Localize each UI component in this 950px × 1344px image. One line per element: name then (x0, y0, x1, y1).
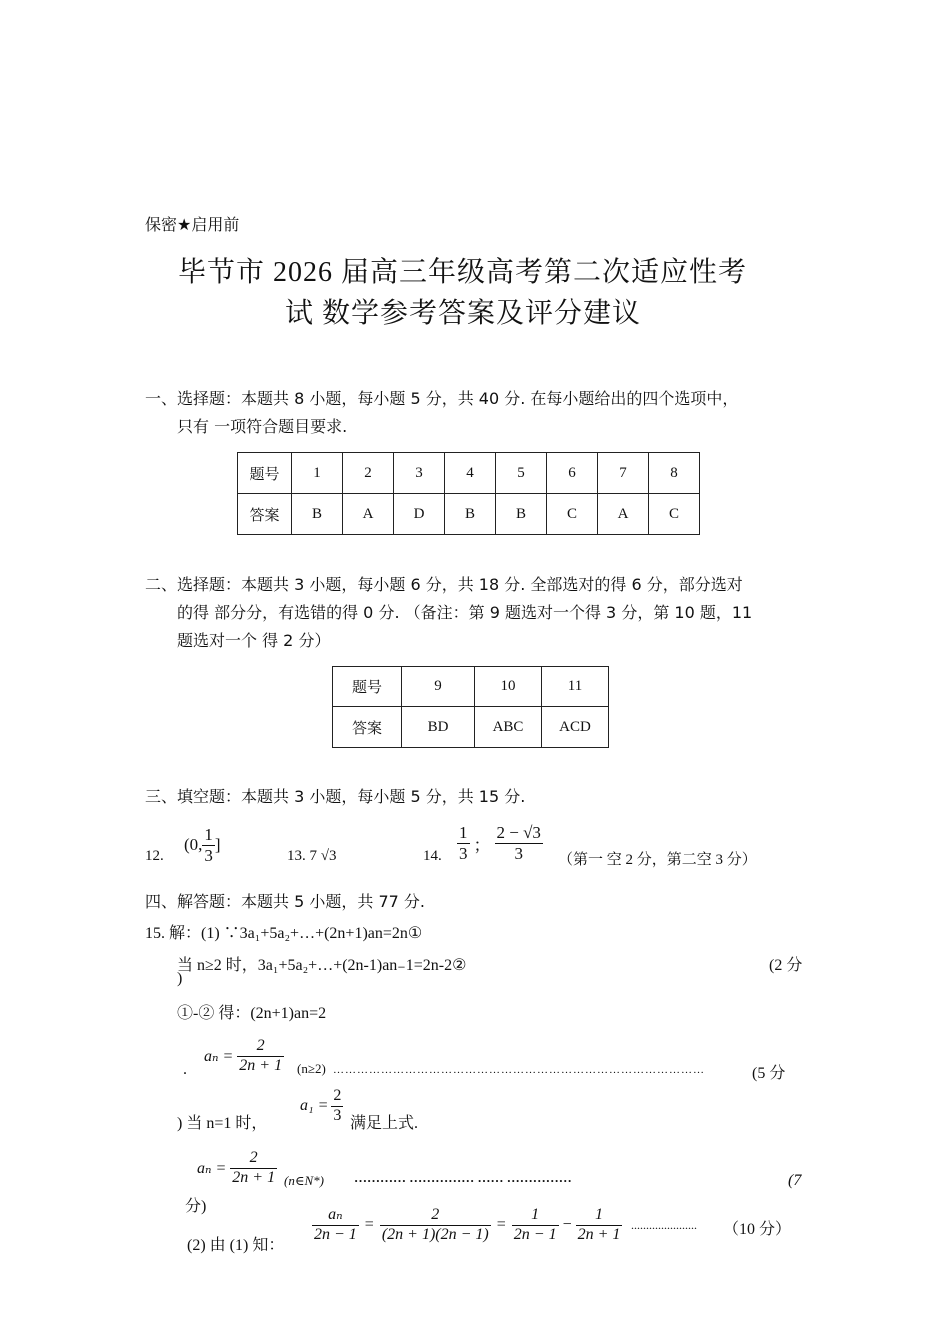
q15-f2-den: 3 (333, 1106, 342, 1124)
q15-line2-score: (2 分 (769, 957, 803, 974)
equals-sign: = (364, 1216, 374, 1233)
q15-j-fraction (576, 1206, 623, 1244)
q15-g-den: 2n − 1 (314, 1225, 357, 1243)
q15-an-general-formula (197, 1142, 277, 1194)
q15-an-fraction (237, 1037, 284, 1075)
question-number: 5 (496, 453, 547, 494)
question-number: 10 (475, 667, 542, 707)
q15-n-condition: (n≥2) (297, 1061, 326, 1076)
q15-line6-score: (7 (788, 1172, 802, 1189)
q15-j-num: 1 (576, 1206, 623, 1225)
q15-h-fraction (380, 1206, 491, 1244)
q15-i-den: 2n − 1 (513, 1225, 557, 1243)
q13-answer: 13. 7 √3 (287, 848, 337, 864)
answer-cell: A (598, 494, 649, 535)
q15-f1-den: 2n + 1 (239, 1056, 283, 1074)
question-number: 3 (394, 453, 445, 494)
q12-close: ] (214, 835, 221, 854)
q12-fraction-den: 3 (204, 845, 213, 865)
answer-cell: ABC (475, 707, 542, 748)
question-number: 11 (542, 667, 609, 707)
q15-heading: 15. 解：(1) ∵3a₁+5a₂+…+(2n+1)an=2n① (145, 925, 423, 942)
q15-line7-score: （10 分） (723, 1221, 792, 1238)
q15-f2-num: 2 (331, 1087, 343, 1106)
section2-heading: 二、选择题：本题共 3 小题，每小题 6 分，共 18 分. 全部选对的得 6 分，部分选对 (145, 575, 743, 594)
section1-heading-cont: 只有 一项符合题目要求. (177, 417, 348, 436)
q15-an-formula (204, 1030, 284, 1082)
page-title-line2: 试 数学参考答案及评分建议 (285, 298, 642, 329)
bullet-dot: . (183, 1061, 187, 1078)
answer-cell: C (547, 494, 598, 535)
section3-heading: 三、填空题：本题共 3 小题，每小题 5 分，共 15 分. (145, 787, 526, 806)
section4-heading: 四、解答题：本题共 5 小题，共 77 分. (145, 892, 425, 911)
q15-i-num: 1 (512, 1206, 559, 1225)
table-row (333, 667, 609, 707)
answer-cell: BD (402, 707, 475, 748)
section2-heading-cont: 的得 部分分，有选错的得 0 分. （备注：第 9 题选对一个得 3 分，第 10 题，11 (177, 603, 753, 622)
q15-line4-score: (5 分 (752, 1065, 786, 1082)
section1-heading: 一、选择题：本题共 8 小题，每小题 5 分，共 40 分. 在每小题给出的四个选项中， (145, 389, 739, 408)
q12-label: 12. (145, 848, 164, 864)
q15-line6-score-end: 分) (185, 1198, 207, 1215)
question-number: 1 (292, 453, 343, 494)
q15-f3-den: 2n + 1 (232, 1168, 276, 1186)
q14-a-num: 1 (459, 822, 468, 842)
question-number: 2 (343, 453, 394, 494)
q14-score-note: （第一 空 2 分，第二空 3 分） (558, 852, 757, 868)
minus-sign: − (562, 1216, 572, 1233)
table-row (238, 453, 700, 494)
q15-j-den: 2n + 1 (577, 1225, 621, 1243)
q15-g-fraction (312, 1206, 359, 1244)
answer-cell: D (394, 494, 445, 535)
q14-b-num: 2 − √3 (496, 822, 541, 842)
q12-answer (184, 820, 221, 870)
q15-f1-num: 2 (237, 1037, 284, 1056)
q14-separator: ； (473, 835, 491, 855)
q15-line5: ) 当 n=1 时， (177, 1115, 268, 1132)
question-number: 9 (402, 667, 475, 707)
q15-line7-leader: ...................... (631, 1218, 697, 1232)
q15-f3-num: 2 (230, 1149, 277, 1168)
q15-part2-label: (2) 由 (1) 知： (187, 1237, 285, 1254)
q15-h-den: (2n + 1)(2n − 1) (381, 1225, 489, 1243)
q15-line2: 当 n≥2 时，3a₁+5a₂+…+(2n-1)an₋1=2n-2② (177, 957, 467, 974)
q15-g-num: aₙ (312, 1206, 359, 1225)
row-label: 答案 (238, 494, 292, 535)
answer-cell: C (649, 494, 700, 535)
q15-an-lhs-2: aₙ = (197, 1160, 227, 1177)
q12-fraction (202, 825, 215, 865)
row-label: 答案 (333, 707, 402, 748)
q14-b-den: 3 (514, 843, 523, 863)
q14-a-den: 3 (459, 843, 468, 863)
q15-line2-score-end: ) (177, 970, 183, 987)
answer-cell: B (496, 494, 547, 535)
table-row (333, 707, 609, 748)
q15-a1-fraction (331, 1087, 343, 1125)
confidential-mark: 保密★启用前 (145, 215, 240, 234)
q12-open: (0, (184, 835, 203, 854)
q15-a1-formula (300, 1080, 343, 1132)
q15-line3: ①-② 得：(2n+1)an=2 (177, 1005, 327, 1022)
question-number: 7 (598, 453, 649, 494)
q15-an-lhs: aₙ = (204, 1048, 234, 1065)
q12-fraction-num: 1 (204, 824, 213, 844)
q15-line5-tail: 满足上式. (350, 1115, 419, 1132)
q14-label: 14. (423, 848, 442, 864)
row-label: 题号 (333, 667, 402, 707)
row-label: 题号 (238, 453, 292, 494)
answer-cell: ACD (542, 707, 609, 748)
section2-answer-table (332, 666, 609, 748)
q15-h-num: 2 (380, 1206, 491, 1225)
question-number: 4 (445, 453, 496, 494)
q15-i-fraction (512, 1206, 559, 1244)
section2-heading-cont2: 题选对一个 得 2 分） (177, 631, 331, 650)
q15-a1-lhs: a₁ = (300, 1097, 329, 1114)
q15-an-fraction-2 (230, 1149, 277, 1187)
q14-answer (457, 816, 543, 870)
equals-sign: = (496, 1216, 506, 1233)
q14-fraction-a (457, 823, 470, 863)
q15-line4-leader: ………………………………………………………………………………… (333, 1064, 705, 1076)
q14-fraction-b (495, 823, 543, 863)
table-row (238, 494, 700, 535)
answer-cell: B (445, 494, 496, 535)
question-number: 8 (649, 453, 700, 494)
q15-domain: (n∈N*) (284, 1173, 324, 1188)
answer-cell: B (292, 494, 343, 535)
q15-line6-leader: ………… …………… …… …………… (354, 1170, 572, 1185)
question-number: 6 (547, 453, 598, 494)
section1-answer-table (237, 452, 700, 535)
q15-part2-formula (312, 1197, 622, 1253)
page-title-line1: 毕节市 2026 届高三年级高考第二次适应性考 (178, 257, 748, 288)
answer-cell: A (343, 494, 394, 535)
